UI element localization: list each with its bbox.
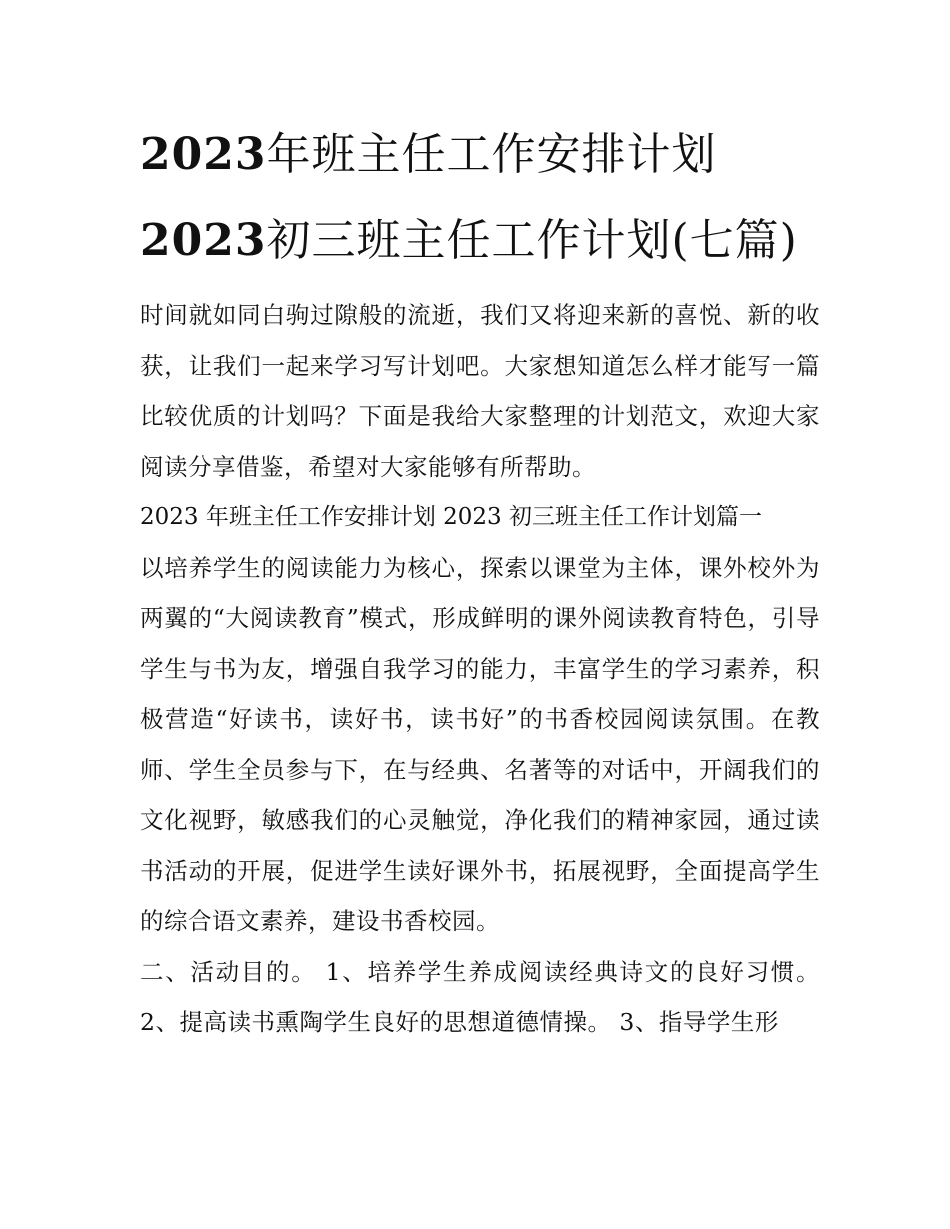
document-title (140, 112, 820, 284)
title-text-1: 年班主任工作安排计划 (266, 129, 717, 180)
title-text-2: 初三班主任工作计划(七篇) (266, 215, 798, 266)
title-year-1: 2023 (140, 129, 267, 180)
section-heading: 2023 年班主任工作安排计划 2023 初三班主任工作计划篇一 (140, 504, 762, 530)
document-page (140, 112, 820, 1048)
body-paragraph: 以培养学生的阅读能力为核心，探索以课堂为主体，课外校外为两翼的“大阅读教育”模式，形成鲜明的课外阅读教育特色，引导学生与书为友，增强自我学习的能力，丰富学生的学习素养，积极营造“好读书，读好书，读书好”的书香校园阅读氛围。在教师、学生全员参与下，在与经典、名著等的对话中，开阔我们的文化视野，敏感我们的心灵触觉，净化我们的精神家园，通过读书活动的开展，促进学生读好课外书，拓展视野，全面提高学生的综合语文素养，建设书香校园。 (140, 553, 820, 935)
intro-paragraph: 时间就如同白驹过隙般的流逝，我们又将迎来新的喜悦、新的收获，让我们一起来学习写计划吧。大家想知道怎么样才能写一篇比较优质的计划吗？下面是我给大家整理的计划范文，欢迎大家阅读分享借鉴，希望对大家能够有所帮助。 (140, 301, 820, 481)
goals-paragraph: 二、活动目的。 1、培养学生养成阅读经典诗文的良好习惯。 2、提高读书熏陶学生良好的思想道德情操。 3、指导学生形 (140, 957, 820, 1036)
title-year-2: 2023 (140, 215, 267, 266)
